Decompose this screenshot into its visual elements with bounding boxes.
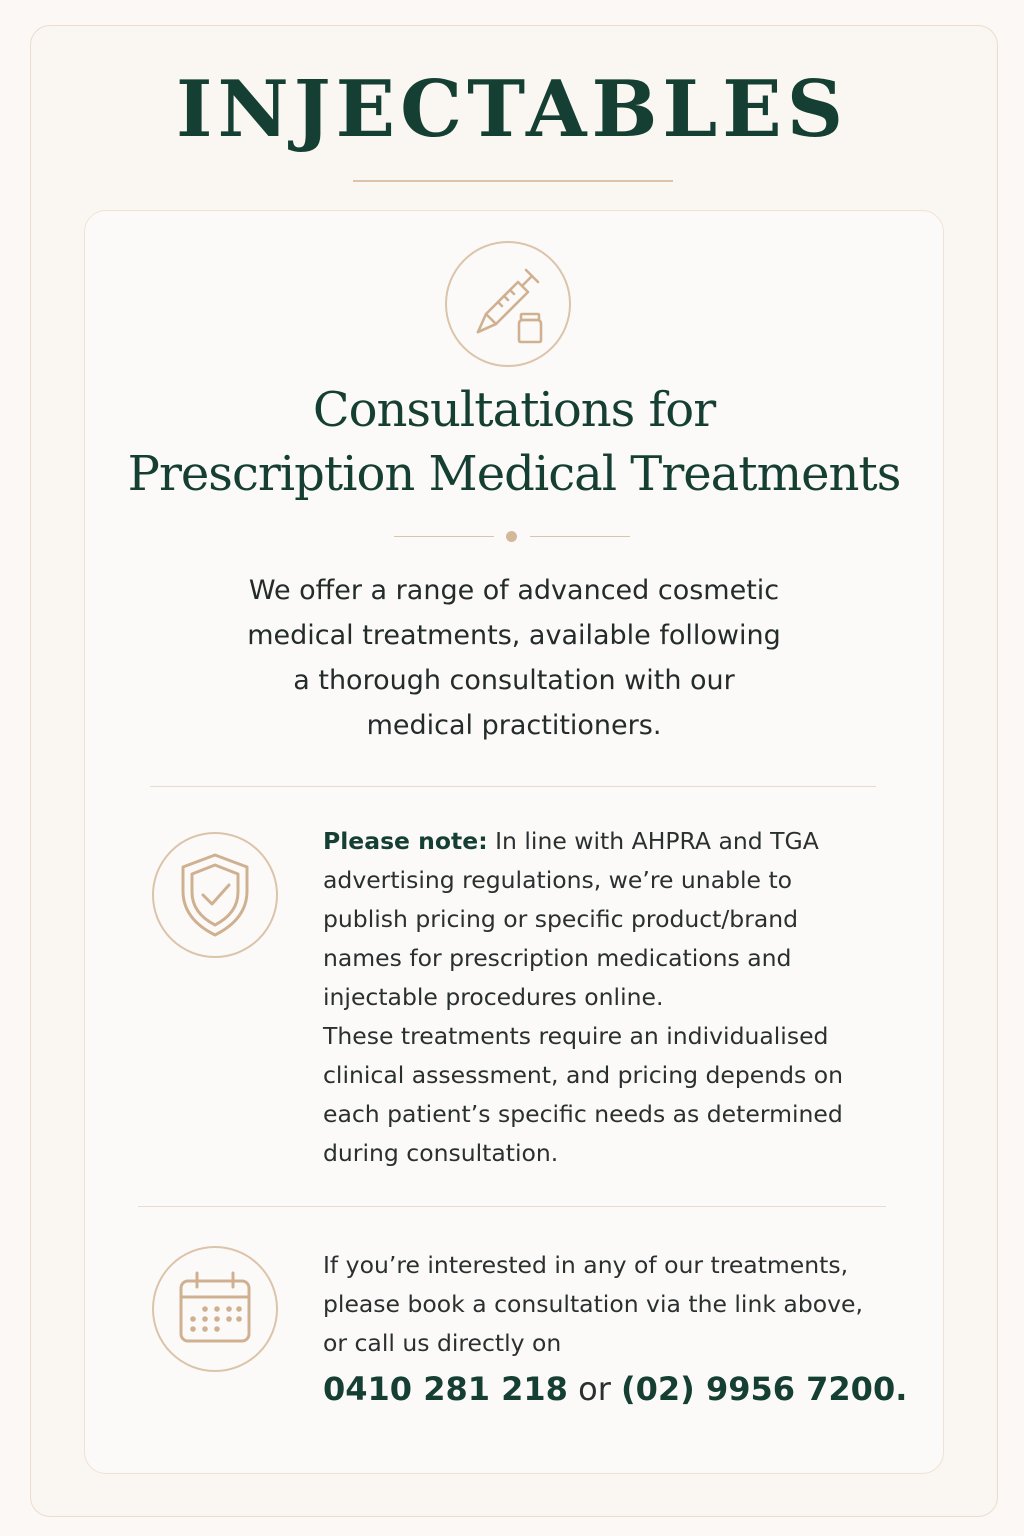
calendar-icon (175, 1269, 255, 1349)
please-note-text (323, 822, 883, 1173)
phone-numbers (323, 1370, 923, 1408)
booking-line: or call us directly on (323, 1329, 562, 1357)
ornament-line-right (530, 536, 630, 537)
section-divider (138, 1206, 886, 1207)
shield-check-icon (177, 851, 253, 939)
booking-line: please book a consultation via the link above, (323, 1290, 863, 1318)
phone-mobile-link[interactable]: 0410 281 218 (323, 1370, 568, 1408)
subtitle-line-2: Prescription Medical Treatments (127, 446, 901, 502)
title-divider (353, 180, 673, 182)
page-title: INJECTABLES (175, 64, 849, 155)
note-line: each patient’s specific needs as determined (323, 1100, 843, 1128)
note-line: publish pricing or specific product/brand (323, 905, 799, 933)
intro-text (220, 568, 808, 748)
phone-separator: or (567, 1370, 622, 1408)
note-line: during consultation. (323, 1139, 559, 1167)
note-line: clinical assessment, and pricing depends on (323, 1061, 844, 1089)
note-line: These treatments require an individualised (323, 1022, 829, 1050)
intro-line: a thorough consultation with our (293, 665, 735, 696)
section-divider (150, 786, 876, 787)
phone-landline-link[interactable]: (02) 9956 7200. (621, 1370, 908, 1408)
intro-line: medical treatments, available following (247, 620, 781, 651)
ornament-line-left (394, 536, 494, 537)
intro-line: We offer a range of advanced cosmetic (248, 575, 780, 606)
booking-text (323, 1246, 903, 1363)
booking-line: If you’re interested in any of our treatments, (323, 1251, 849, 1279)
note-line: In line with AHPRA and TGA (487, 827, 819, 855)
syringe-vial-icon (468, 264, 548, 344)
note-line: names for prescription medications and (323, 944, 792, 972)
subtitle-line-1: Consultations for (312, 382, 716, 438)
syringe-icon-badge (445, 241, 571, 367)
note-label: Please note: (323, 827, 488, 855)
intro-line: medical practitioners. (366, 710, 662, 741)
note-line: advertising regulations, we’re unable to (323, 866, 793, 894)
calendar-icon-badge (152, 1246, 278, 1372)
shield-icon-badge (152, 832, 278, 958)
note-line: injectable procedures online. (323, 983, 664, 1011)
ornament-dot (506, 531, 517, 542)
